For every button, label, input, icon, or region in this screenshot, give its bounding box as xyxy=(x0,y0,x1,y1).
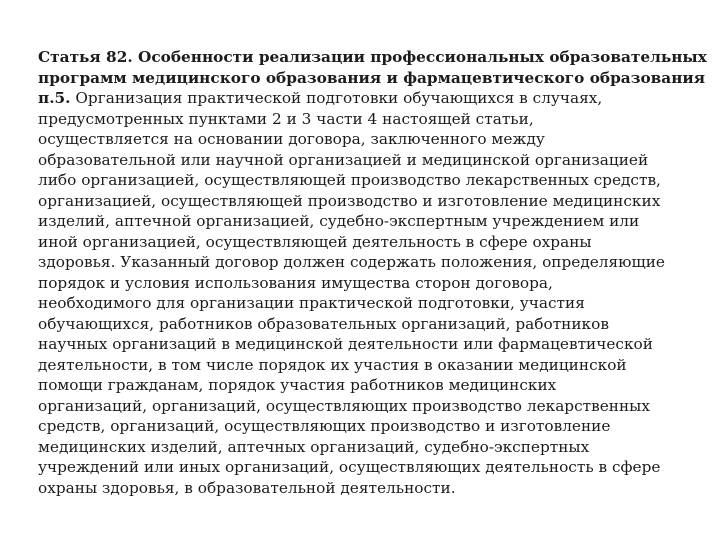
body-line: учреждений или иных организаций, осуществляющих деятельность в сфере xyxy=(38,458,661,476)
body-line: либо организацией, осуществляющей производство лекарственных средств, xyxy=(38,171,661,189)
body-line: образовательной или научной организацией и медицинской организацией xyxy=(38,150,649,169)
body-line: охраны здоровья, в образовательной деятельности. xyxy=(38,478,456,497)
body-line: иной организацией, осуществляющей деятельность в сфере охраны xyxy=(38,232,592,251)
body-line: здоровья. Указанный договор должен содержать положения, определяющие xyxy=(38,253,665,271)
body-line: деятельности, в том числе порядок их участия в оказании медицинской xyxy=(38,355,627,374)
article-heading-line-2: программ медицинского образования и фармацевтического образования xyxy=(38,68,706,87)
article-text xyxy=(38,47,720,498)
body-line: обучающихся, работников образовательных организаций, работников xyxy=(38,314,609,333)
body-line: необходимого для организации практической подготовки, участия xyxy=(38,294,585,312)
body-line: изделий, аптечной организацией, судебно-экспертным учреждением или xyxy=(38,212,640,230)
body-line: медицинских изделий, аптечных организаций, судебно-экспертных xyxy=(38,437,590,456)
body-line: осуществляется на основании договора, заключенного между xyxy=(38,130,545,148)
body-line: организацией, осуществляющей производство и изготовление медицинских xyxy=(38,191,661,210)
body-line: порядок и условия использования имущества сторон договора, xyxy=(38,273,553,292)
paragraph-label: п.5. xyxy=(38,89,71,107)
body-line: предусмотренных пунктами 2 и 3 части 4 настоящей статьи, xyxy=(38,109,534,128)
body-line: Организация практической подготовки обучающихся в случаях, xyxy=(70,89,603,107)
article-heading-line-1: Статья 82. Особенности реализации профессиональных образовательных xyxy=(38,48,707,66)
body-line: средств, организаций, осуществляющих производство и изготовление xyxy=(38,417,611,435)
body-line: научных организаций в медицинской деятельности или фармацевтической xyxy=(38,335,653,353)
body-line: организаций, организаций, осуществляющих производство лекарственных xyxy=(38,396,650,415)
paragraph-first-line xyxy=(38,88,720,109)
body-line: помощи гражданам, порядок участия работников медицинских xyxy=(38,376,557,394)
